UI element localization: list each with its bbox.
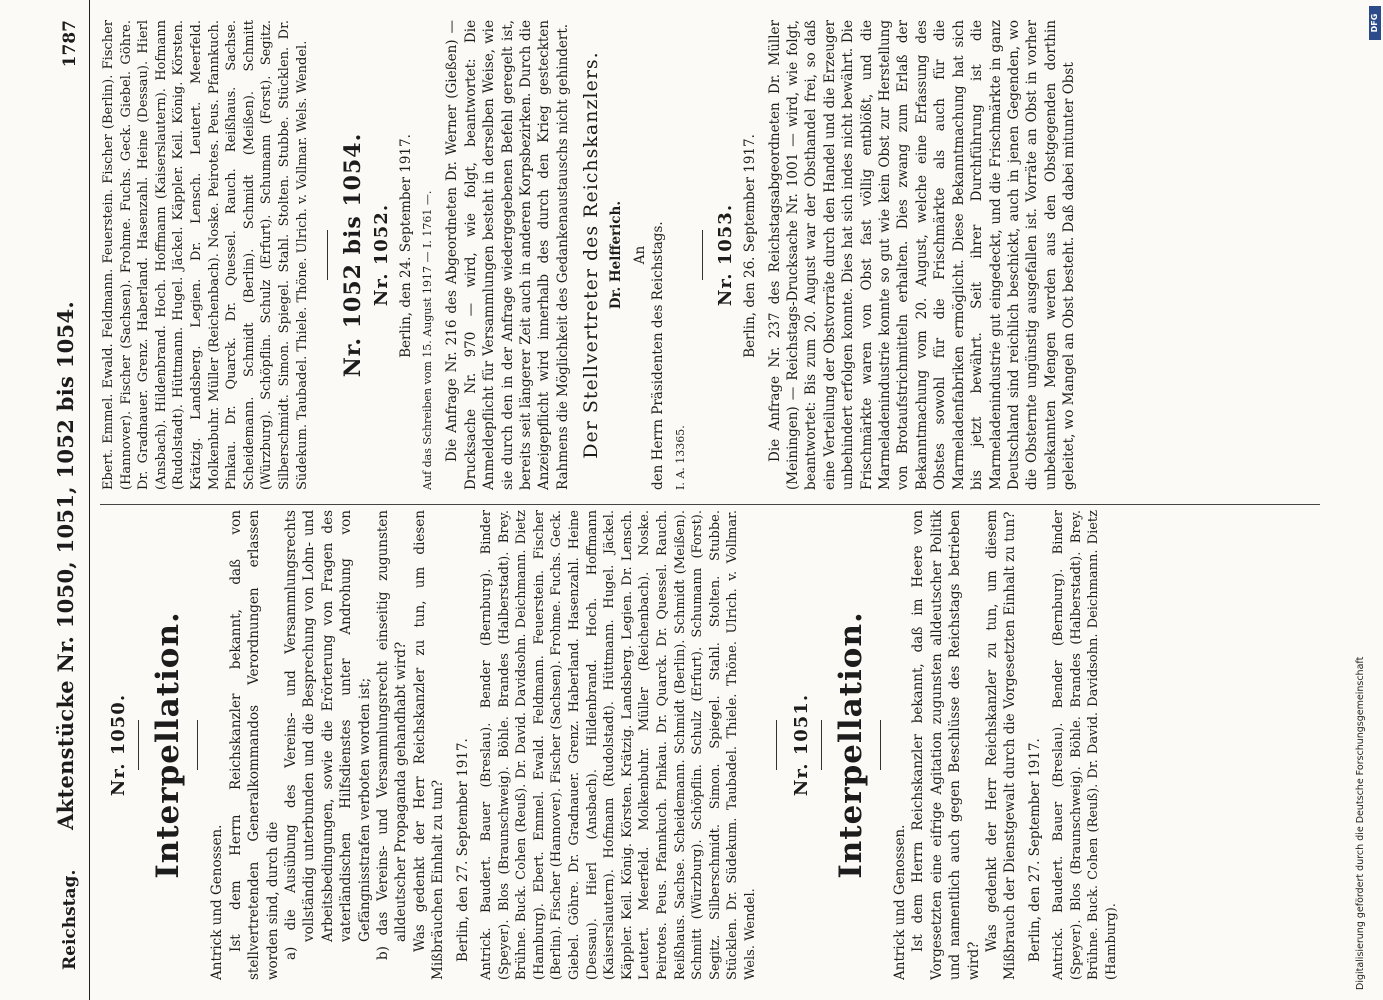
- date-line: Berlin, den 27. September 1917.: [1026, 738, 1043, 962]
- section-1053: [714, 20, 1079, 490]
- divider-rule: [197, 720, 198, 770]
- paragraph: Was gedenkt der Herr Reichskanzler zu tun, um diesem Mißbrauch der Dienstgewalt durch die Vorgesetzten Einhalt zu tun?: [984, 510, 1019, 980]
- address-recipient: den Herrn Präsidenten des Reichstags.: [650, 221, 667, 490]
- dfg-logo-text: DFG: [1370, 13, 1379, 33]
- divider-rule: [776, 720, 777, 770]
- section-number: Nr. 1051.: [790, 693, 812, 797]
- section-number: Nr. 1050.: [108, 693, 129, 797]
- date-line: Berlin, den 24. September 1917.: [397, 134, 414, 358]
- signatories: Antrick. Baudert. Bauer (Breslau). Bender (Bernburg). Binder (Speyer). Blos (Braunschweig). Böhle. Brandes (Halberstadt). Brey. Brühne. Buck. Cohen (Reuß). Dr. David. Davidsohn. Deichmann. Dietz (Hamburg).: [1051, 510, 1120, 980]
- section-number: Nr. 1052.: [370, 203, 392, 307]
- signatories: Antrick. Baudert. Bauer (Breslau). Bender (Bernburg). Binder (Speyer). Blos (Braunschweig). Böhle. Brandes (Halberstadt). Brey. Brühne. Buck. Cohen (Reuß). Dr. David. Davidsohn. Deichmann. Dietz (Hamburg). Ebert. Emmel. Ewald. Feldmann. Feuerstein. Fischer (Berlin). Fischer (Hannover). Fischer (Sachsen). Frohme. Fuchs. Geck. Giebel. Göhre. Dr. Gradnauer. Grenz. Haberland. Hasenzahl. Heine (Dessau). Hierl (Ansbach). Hildenbrand. Hoch. Hoffmann (Kaiserslautern). Hofmann (Rudolstadt). Hüttmann. Hugel. Jäckel. Käppler. Keil. König. Körsten. Krätzig. Landsberg. Legien. Dr. Lensch. Leutert. Meerfeld. Molkenbuhr. Müller (Reichenbach). Noske. Peirotes. Peus. Pfannkuch. Pinkau. Dr. Quarck. Dr. Quessel. Rauch. Reißhaus. Sachse. Scheidemann. Schmidt (Berlin). Schmidt (Meißen). Schmitt (Würzburg). Schöpflin. Schulz (Erfurt). Schumann (Forst). Segitz. Silberschmidt. Simon. Spiegel. Stahl. Stolten. Stubbe. Stücklen. Dr. Südekum. Taubadel. Thiele. Thöne. Ulrich. v. Vollmar. Wels. Wendel.: [479, 510, 758, 980]
- section-title: Interpellation.: [150, 611, 187, 879]
- section-1050: [110, 510, 760, 980]
- divider-rule: [821, 720, 822, 770]
- right-column: [100, 20, 1340, 490]
- list-item-b: b) das Vereins- und Versammlungsrecht einseitig zugunsten alldeutscher Propaganda gehandhabt wird?: [375, 510, 410, 960]
- date-line: Berlin, den 27. September 1917.: [454, 738, 471, 962]
- section-1051: [790, 510, 1121, 980]
- page-number: 1787: [60, 20, 80, 68]
- paragraph: Ist dem Herrn Reichskanzler bekannt, daß im Heere von Vorgesetzten eine eifrige Agitation zugunsten alldeutscher Politik und namentlich auch gegen Beschlüsse des Reichstags betrieben wird?: [910, 510, 982, 980]
- running-header: [55, 0, 90, 1000]
- answer-text: Die Anfrage Nr. 237 des Reichstagsabgeordneten Dr. Müller (Meiningen) — Reichstags-Drucksache Nr. 1001 — wird, wie folgt, beantwortet: Bis zum 20. August war der Obsthandel frei, so daß eine Verteilung der Obstvorräte durch den Handel und die Erzeuger unbehindert erfolgen konnte. Dies hat sich indes nicht bewährt. Die Frischmärkte waren von Obst fast völlig entblößt, und die Marmeladenindustrie konnte so gut wie kein Obst zur Herstellung von Brotaufstrichmitteln erhalten. Dies zwang zum Erlaß der Bekanntmachung vom 20. August, welche eine Erfassung des Obstes sowohl für die Frischmärkte als auch für die Marmeladenfabriken ermöglicht. Diese Bekanntmachung hat sich bis jetzt bewährt. Seit ihrer Durchführung ist die Marmeladenindustrie gut eingedeckt, und die Frischmärkte in ganz Deutschland sind reichlich beschickt, auch in jenen Gegenden, wo die Obsternte ungünstig ausgefallen ist. Vorräte an Obst in vorher unbekannten Mengen werden aus den Obstgegenden dorthin geleitet, wo Mangel an Obst besteht. Daß dabei mitunter Obst: [766, 20, 1078, 490]
- column-divider: [100, 504, 1320, 505]
- divider-rule: [880, 720, 881, 770]
- antrag-line: Antrick und Genossen.: [892, 824, 908, 980]
- paragraph: Was gedenkt der Herr Reichskanzler zu tun, um diesen Mißbräuchen Einhalt zu tun?: [411, 510, 447, 980]
- answer-text: Die Anfrage Nr. 216 des Abgeordneten Dr. Werner (Gießen) — Drucksache Nr. 970 — wird, wie folgt, beantwortet: Die Anmeldepflicht für Versammlungen besteht in derselben Weise, wie sie durch den in der Anfrage wiedergegebenen Befehl geregelt ist, bereits seit längerer Zeit auch in anderen Korpsbezirken. Durch die Anzeigepflicht wird innerhalb des durch den Krieg gesteckten Rahmens die Möglichkeit des Gedankenaustauschs nicht gehindert.: [444, 20, 571, 490]
- header-left: Reichstag.: [60, 869, 80, 970]
- address-to: An: [632, 245, 648, 265]
- signer-name: Dr. Helfferich.: [607, 200, 624, 310]
- reference-note: Auf das Schreiben vom 15. August 1917 — I. 1761 —.: [421, 190, 435, 490]
- divider-rule: [702, 230, 703, 280]
- left-column: [100, 510, 1340, 980]
- section-number: Nr. 1053.: [714, 203, 736, 307]
- signer-title: Der Stellvertreter des Reichskanzlers.: [580, 51, 603, 459]
- section-title: Interpellation.: [833, 611, 869, 879]
- dfg-logo: [1369, 6, 1381, 40]
- divider-rule: [327, 230, 328, 280]
- section-1052: [370, 20, 688, 490]
- divider-rule: [138, 720, 139, 770]
- paragraph: Ist dem Herrn Reichskanzler bekannt, daß von stellvertretenden Generalkommandos Verordnungen erlassen worden sind, durch die: [227, 510, 281, 980]
- list-item-a: a) die Ausübung des Vereins- und Versammlungsrechts vollständig unterbunden und die Besprechung von Lohn- und Arbeitsbedingungen, sowie die Erörterung von Fragen des vaterländischen Hilfsdienstes unter Androhung von Gefängnisstrafen verboten worden ist;: [283, 510, 373, 960]
- digitization-note: [1352, 10, 1370, 990]
- signatories-continued: Ebert. Emmel. Ewald. Feldmann. Feuerstein. Fischer (Berlin). Fischer (Hannover). Fischer (Sachsen). Frohme. Fuchs. Geck. Giebel. Göhre. Dr. Gradnauer. Grenz. Haberland. Hasenzahl. Heine (Dessau). Hierl (Ansbach). Hildenbrand. Hoch. Hoffmann (Kaiserslautern). Hofmann (Rudolstadt). Hüttmann. Hugel. Jäckel. Käppler. Keil. König. Körsten. Krätzig. Landsberg. Legien. Dr. Lensch. Leutert. Meerfeld. Molkenbuhr. Müller (Reichenbach). Noske. Peirotes. Peus. Pfannkuch. Pinkau. Dr. Quarck. Dr. Quessel. Rauch. Reißhaus. Sachse. Scheidemann. Schmidt (Berlin). Schmidt (Meißen). Schmitt (Würzburg). Schöpflin. Schulz (Erfurt). Schumann (Forst). Segitz. Silberschmidt. Simon. Spiegel. Stahl. Stolten. Stubbe. Stücklen. Dr. Südekum. Taubadel. Thiele. Thöne. Ulrich. v. Vollmar. Wels. Wendel.: [101, 20, 310, 490]
- digitization-note-text: Digitalisierung gefördert durch die Deutsche Forschungsgemeinschaft: [1355, 656, 1366, 990]
- antrag-line: Antrick und Genossen.: [209, 824, 226, 980]
- date-line: Berlin, den 26. September 1917.: [742, 134, 759, 358]
- reference-number: I. A. 13365.: [673, 425, 687, 490]
- header-title: Aktenstücke Nr. 1050, 1051, 1052 bis 1054.: [53, 301, 78, 830]
- group-heading: Nr. 1052 bis 1054.: [340, 132, 367, 378]
- document-page: [55, 0, 1355, 1000]
